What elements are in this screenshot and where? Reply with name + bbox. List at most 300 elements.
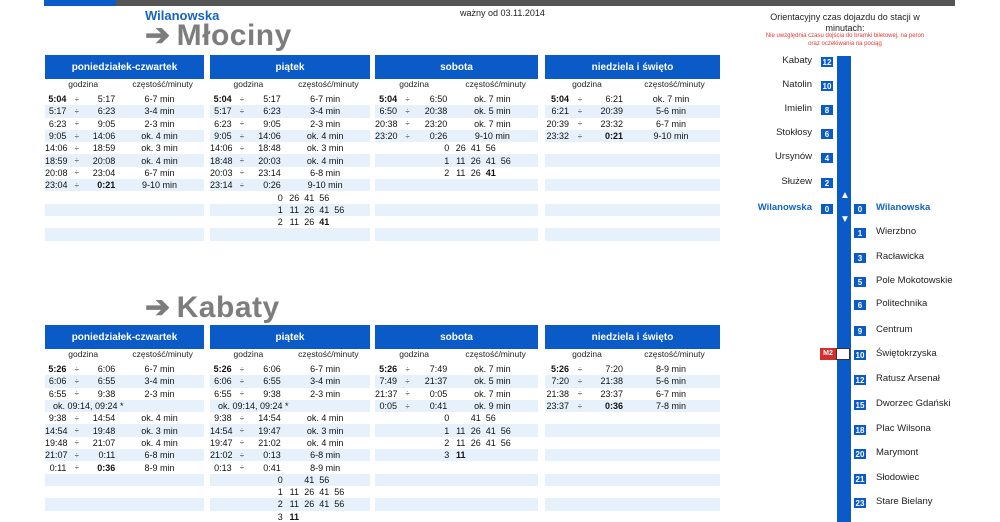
table-row	[545, 375, 720, 387]
travel-time-badge: 12	[820, 56, 834, 68]
table-row	[210, 228, 370, 240]
table-row	[545, 511, 720, 522]
start-time: 0:11	[49, 462, 67, 473]
frequency: 8-9 min	[144, 462, 175, 473]
col-frequency-header: częstość/minuty	[298, 79, 359, 89]
end-time: 23:04	[92, 167, 116, 178]
range-separator: ÷	[239, 376, 245, 386]
start-time: 21:37	[375, 388, 398, 399]
timetable-3	[545, 325, 720, 522]
end-time: 0:36	[604, 401, 623, 412]
start-time: 6:55	[48, 388, 67, 399]
end-time: 6:55	[263, 376, 281, 387]
minute: 11	[456, 155, 466, 166]
timetable-1	[210, 325, 370, 522]
table-row	[45, 93, 204, 105]
end-time: 0:41	[263, 462, 281, 473]
start-time: 21:07	[45, 450, 68, 461]
frequency: 6-7 min	[144, 167, 175, 178]
start-time: 5:04	[379, 94, 398, 105]
station-label: Imielin	[784, 103, 812, 114]
end-time: 23:20	[424, 118, 448, 129]
range-separator: ÷	[74, 389, 79, 399]
start-time: 14:54	[45, 425, 68, 436]
table-row	[45, 118, 204, 130]
table-row	[375, 118, 538, 130]
minute: 11	[455, 450, 466, 461]
minute: 11	[289, 204, 299, 215]
col-hour-header: godzina	[233, 79, 264, 89]
minute: 26	[304, 217, 315, 228]
minute-blank	[453, 413, 468, 423]
minute: 41	[304, 474, 315, 485]
start-time: 14:54	[210, 425, 233, 436]
minute: 26	[470, 155, 481, 166]
frequency: ok. 4 min	[141, 437, 178, 448]
table-row	[210, 216, 370, 228]
frequency: ok. 7 min	[474, 118, 511, 129]
table-row	[45, 498, 204, 510]
frequency: 6-7 min	[310, 94, 341, 105]
minutes	[453, 168, 498, 178]
table-row	[545, 363, 720, 375]
table-row	[375, 228, 538, 240]
start-time: 20:03	[210, 167, 233, 178]
travel-time-badge: 1	[853, 227, 867, 239]
range-separator: ÷	[74, 413, 79, 423]
timetable-body	[545, 363, 720, 522]
start-time: 19:47	[210, 437, 233, 448]
end-time: 7:49	[429, 364, 448, 375]
range-separator: ÷	[74, 438, 79, 448]
end-time: 19:48	[92, 425, 116, 436]
frequency: ok. 5 min	[474, 106, 511, 117]
minute: 41	[485, 167, 496, 178]
travel-time-badge: 3	[853, 252, 867, 264]
range-separator: ÷	[239, 106, 245, 116]
range-separator: ÷	[405, 94, 410, 104]
table-row	[210, 167, 370, 179]
start-time: 9:05	[48, 131, 67, 142]
start-time: 5:17	[214, 106, 232, 117]
travel-time-badge: 6	[820, 128, 834, 140]
frequency: ok. 4 min	[141, 413, 178, 424]
table-row	[210, 388, 370, 400]
frequency: 8-9 min	[655, 364, 686, 375]
table-row	[45, 228, 204, 240]
table-row	[210, 400, 370, 412]
minutes	[453, 438, 513, 448]
table-row	[210, 204, 370, 216]
minute: 26	[304, 204, 315, 215]
frequency: 7-8 min	[655, 401, 686, 412]
minute: 56	[485, 413, 496, 424]
start-time: 9:05	[214, 131, 232, 142]
day-header: sobota	[375, 325, 538, 349]
table-row	[545, 142, 720, 154]
start-time: 9:38	[48, 413, 67, 424]
frequency: 2-3 min	[310, 118, 341, 129]
table-row	[45, 375, 204, 387]
table-row	[210, 375, 370, 387]
minutes	[287, 512, 302, 522]
minute-blank	[287, 475, 302, 485]
range-separator: ÷	[74, 376, 79, 386]
minute: 56	[334, 204, 345, 215]
table-row	[375, 93, 538, 105]
range-separator: ÷	[577, 106, 583, 116]
table-row	[210, 130, 370, 142]
end-time: 23:37	[600, 388, 623, 399]
end-time: 20:38	[424, 106, 448, 117]
station-label: Centrum	[876, 324, 913, 335]
timetable-3	[545, 55, 720, 241]
direction-title	[145, 18, 292, 53]
table-row	[545, 216, 720, 228]
col-frequency-header: częstość/minuty	[298, 349, 359, 359]
frequency: ok. 3 min	[306, 425, 344, 436]
table-row	[545, 486, 720, 498]
end-time: 14:54	[92, 413, 116, 424]
table-row	[545, 498, 720, 510]
frequency: 6-7 min	[144, 94, 175, 105]
day-header: piątek	[210, 55, 370, 79]
hour: 0	[444, 413, 450, 424]
minute: 11	[456, 167, 466, 178]
start-time: 20:08	[45, 167, 68, 178]
minute: 41	[485, 155, 496, 166]
frequency: ok. 7 min	[474, 388, 511, 399]
frequency: ok. 9 min	[474, 401, 511, 412]
table-row	[375, 498, 538, 510]
extra-departures-note: ok. 09:14, 09:24 *	[218, 401, 289, 412]
table-row	[545, 474, 720, 486]
table-row	[210, 498, 370, 510]
range-separator: ÷	[74, 94, 79, 104]
col-hour-header: godzina	[68, 349, 99, 359]
day-header: sobota	[375, 55, 538, 79]
table-row	[375, 511, 538, 522]
metro-line	[837, 56, 851, 522]
minutes	[287, 217, 332, 227]
frequency: 2-3 min	[144, 118, 175, 129]
frequency: 2-3 min	[144, 388, 175, 399]
end-time: 6:23	[97, 106, 116, 117]
direction-name: Młociny	[176, 19, 292, 52]
timetable-0	[45, 325, 204, 522]
end-time: 14:06	[92, 131, 116, 142]
frequency: 3-4 min	[144, 106, 175, 117]
timetable-body	[45, 363, 204, 522]
range-separator: ÷	[405, 401, 410, 411]
station-label: Słodowiec	[876, 472, 920, 483]
table-row	[210, 118, 370, 130]
frequency: ok. 4 min	[306, 155, 344, 166]
end-time: 21:07	[92, 437, 116, 448]
table-row	[545, 118, 720, 130]
travel-time-badge: 0	[853, 203, 867, 215]
timetable-body	[375, 363, 538, 522]
minute: 11	[289, 511, 300, 522]
frequency: 6-8 min	[310, 450, 341, 461]
start-time: 5:26	[213, 364, 232, 375]
frequency: ok. 4 min	[306, 131, 344, 142]
end-time: 0:26	[263, 180, 281, 191]
start-time: 5:26	[550, 364, 569, 375]
table-row	[45, 363, 204, 375]
end-time: 0:41	[429, 401, 448, 412]
timetable-body	[210, 363, 370, 522]
frequency: ok. 3 min	[306, 143, 344, 154]
range-separator: ÷	[577, 119, 583, 129]
table-row	[375, 204, 538, 216]
table-row	[375, 130, 538, 142]
col-frequency-header: częstość/minuty	[465, 349, 526, 359]
end-time: 0:11	[98, 450, 116, 461]
minute: 41	[319, 499, 330, 510]
end-time: 18:48	[258, 143, 281, 154]
table-row	[45, 424, 204, 436]
frequency: ok. 4 min	[141, 155, 178, 166]
direction-name: Kabaty	[176, 291, 280, 324]
start-time: 6:50	[379, 106, 398, 117]
minute: 11	[289, 217, 299, 228]
end-time: 21:02	[258, 437, 281, 448]
hour: 0	[277, 474, 283, 485]
frequency: 3-4 min	[310, 106, 341, 117]
minute: 41	[485, 437, 496, 448]
travel-time-badge: 18	[853, 424, 867, 436]
day-header: niedziela i święto	[545, 325, 720, 349]
table-row	[210, 461, 370, 473]
table-row	[45, 474, 204, 486]
frequency: 6-7 min	[655, 118, 686, 129]
table-row	[45, 511, 204, 522]
range-separator: ÷	[577, 94, 583, 104]
table-row	[545, 105, 720, 117]
end-time: 20:39	[600, 106, 623, 117]
range-separator: ÷	[577, 389, 583, 399]
start-time: 6:21	[551, 106, 569, 117]
table-row	[545, 167, 720, 179]
frequency: ok. 4 min	[306, 413, 344, 424]
travel-time-badge: 21	[853, 473, 867, 485]
table-row	[375, 388, 538, 400]
frequency: 9-10 min	[653, 131, 689, 142]
col-hour-header: godzina	[68, 79, 99, 89]
transfer-line-badge: M2	[820, 348, 836, 360]
hour: 0	[277, 192, 283, 203]
frequency: 9-10 min	[307, 180, 343, 191]
end-time: 0:05	[429, 388, 448, 399]
table-row	[45, 204, 204, 216]
range-separator: ÷	[74, 426, 79, 436]
range-separator: ÷	[74, 364, 79, 374]
frequency: ok. 4 min	[306, 437, 344, 448]
table-row	[45, 130, 204, 142]
minutes	[287, 487, 347, 497]
range-separator: ÷	[239, 450, 245, 460]
minute: 11	[289, 499, 299, 510]
minute: 56	[500, 155, 511, 166]
start-time: 5:04	[48, 94, 67, 105]
end-time: 6:06	[263, 364, 281, 375]
frequency: 6-7 min	[310, 364, 341, 375]
range-separator: ÷	[239, 438, 245, 448]
end-time: 14:54	[258, 413, 281, 424]
table-row	[375, 461, 538, 473]
frequency: 9-10 min	[474, 131, 510, 142]
minute: 41	[470, 413, 481, 424]
direction-arrow-icon: ➔	[145, 19, 171, 52]
hour: 1	[444, 155, 450, 166]
range-separator: ÷	[239, 119, 245, 129]
minute: 56	[500, 437, 511, 448]
route-panel-note: Nie uwzględnia czasu dojścia do bramki biletowej, na peron oraz oczekiwania na pociąg	[765, 33, 925, 47]
start-time: 23:32	[546, 131, 569, 142]
frequency: 6-7 min	[144, 364, 175, 375]
table-row	[45, 400, 204, 412]
frequency: ok. 3 min	[141, 143, 178, 154]
travel-time-badge: 9	[853, 325, 867, 337]
station-label: Plac Wilsona	[876, 423, 931, 434]
range-separator: ÷	[74, 156, 79, 166]
minutes	[287, 499, 347, 509]
range-separator: ÷	[405, 389, 410, 399]
range-separator: ÷	[239, 156, 245, 166]
route-panel-title: Orientacyjny czas dojazdu do stacji w minutach:	[770, 12, 920, 33]
minute: 56	[334, 487, 345, 498]
travel-time-badge: 0	[820, 203, 834, 215]
col-frequency-header: częstość/minuty	[132, 349, 193, 359]
range-separator: ÷	[405, 131, 410, 141]
table-row	[375, 363, 538, 375]
end-time: 9:38	[263, 388, 281, 399]
range-separator: ÷	[577, 376, 583, 386]
col-frequency-header: częstość/minuty	[644, 349, 705, 359]
end-time: 0:21	[604, 131, 623, 142]
table-row	[210, 486, 370, 498]
hour: 2	[277, 499, 283, 510]
travel-time-badge: 5	[853, 276, 867, 288]
start-time: 9:38	[214, 413, 232, 424]
station-label: Kabaty	[782, 55, 812, 66]
timetable-0	[45, 55, 204, 241]
end-time: 21:38	[600, 376, 623, 387]
end-time: 9:05	[97, 118, 116, 129]
minute: 56	[500, 425, 511, 436]
end-time: 20:03	[258, 155, 281, 166]
table-row	[545, 93, 720, 105]
start-time: 6:23	[48, 118, 67, 129]
table-row	[45, 154, 204, 166]
start-time: 21:02	[210, 450, 233, 461]
travel-time-badge: 10	[820, 80, 834, 92]
station-label: Racławicka	[876, 251, 925, 262]
travel-time-badge: 15	[853, 399, 867, 411]
table-row	[375, 105, 538, 117]
column-headers	[545, 79, 720, 93]
end-time: 6:50	[429, 94, 448, 105]
table-row	[210, 511, 370, 522]
table-row	[545, 388, 720, 400]
travel-time-badge: 6	[853, 299, 867, 311]
hour: 2	[277, 217, 283, 228]
frequency: ok. 7 min	[474, 364, 511, 375]
frequency: ok. 4 min	[141, 131, 178, 142]
table-row	[45, 191, 204, 203]
minute: 41	[319, 217, 330, 228]
end-time: 18:59	[92, 143, 116, 154]
minute: 26	[304, 487, 315, 498]
end-time: 9:05	[263, 118, 281, 129]
table-row	[545, 154, 720, 166]
start-time: 14:06	[210, 143, 233, 154]
table-row	[545, 204, 720, 216]
station-label: Stokłosy	[776, 127, 812, 138]
frequency: ok. 3 min	[141, 425, 178, 436]
table-row	[375, 375, 538, 387]
start-time: 5:04	[213, 94, 232, 105]
col-hour-header: godzina	[399, 349, 429, 359]
frequency: 3-4 min	[310, 376, 341, 387]
table-row	[45, 449, 204, 461]
table-row	[375, 486, 538, 498]
start-time: 5:26	[379, 364, 398, 375]
table-row	[375, 216, 538, 228]
range-separator: ÷	[239, 463, 245, 473]
minute: 41	[304, 192, 315, 203]
valid-from-date: ważny od 03.11.2014	[460, 8, 545, 18]
table-row	[210, 437, 370, 449]
end-time: 23:32	[600, 118, 623, 129]
table-row	[45, 486, 204, 498]
table-row	[45, 461, 204, 473]
extra-departures-note: ok. 09:14, 09:24 *	[53, 401, 124, 412]
station-label: Natolin	[782, 79, 812, 90]
end-time: 19:47	[258, 425, 281, 436]
station-label: Stare Bielany	[876, 496, 933, 507]
minute: 41	[319, 487, 330, 498]
range-separator: ÷	[239, 131, 245, 141]
range-separator: ÷	[577, 364, 583, 374]
range-separator: ÷	[239, 426, 245, 436]
column-headers	[375, 79, 538, 93]
day-header: niedziela i święto	[545, 55, 720, 79]
day-header: poniedziałek-czwartek	[45, 325, 204, 349]
minute: 56	[319, 474, 330, 485]
travel-time-badge: 12	[853, 374, 867, 386]
table-row	[210, 191, 370, 203]
table-row	[45, 412, 204, 424]
range-separator: ÷	[577, 401, 583, 411]
station-name: Wilanowska	[145, 8, 220, 23]
minute: 26	[470, 167, 481, 178]
start-time: 0:13	[214, 462, 232, 473]
timetable-1	[210, 55, 370, 241]
travel-time-badge: 20	[853, 448, 867, 460]
end-time: 6:06	[97, 364, 116, 375]
range-separator: ÷	[239, 143, 245, 153]
minutes	[287, 205, 347, 215]
table-row	[375, 179, 538, 191]
frequency: ok. 7 min	[474, 94, 511, 105]
station-label: Służew	[781, 176, 812, 187]
end-time: 23:14	[258, 167, 281, 178]
table-row	[375, 191, 538, 203]
start-time: 7:49	[379, 376, 398, 387]
start-time: 14:06	[45, 143, 68, 154]
